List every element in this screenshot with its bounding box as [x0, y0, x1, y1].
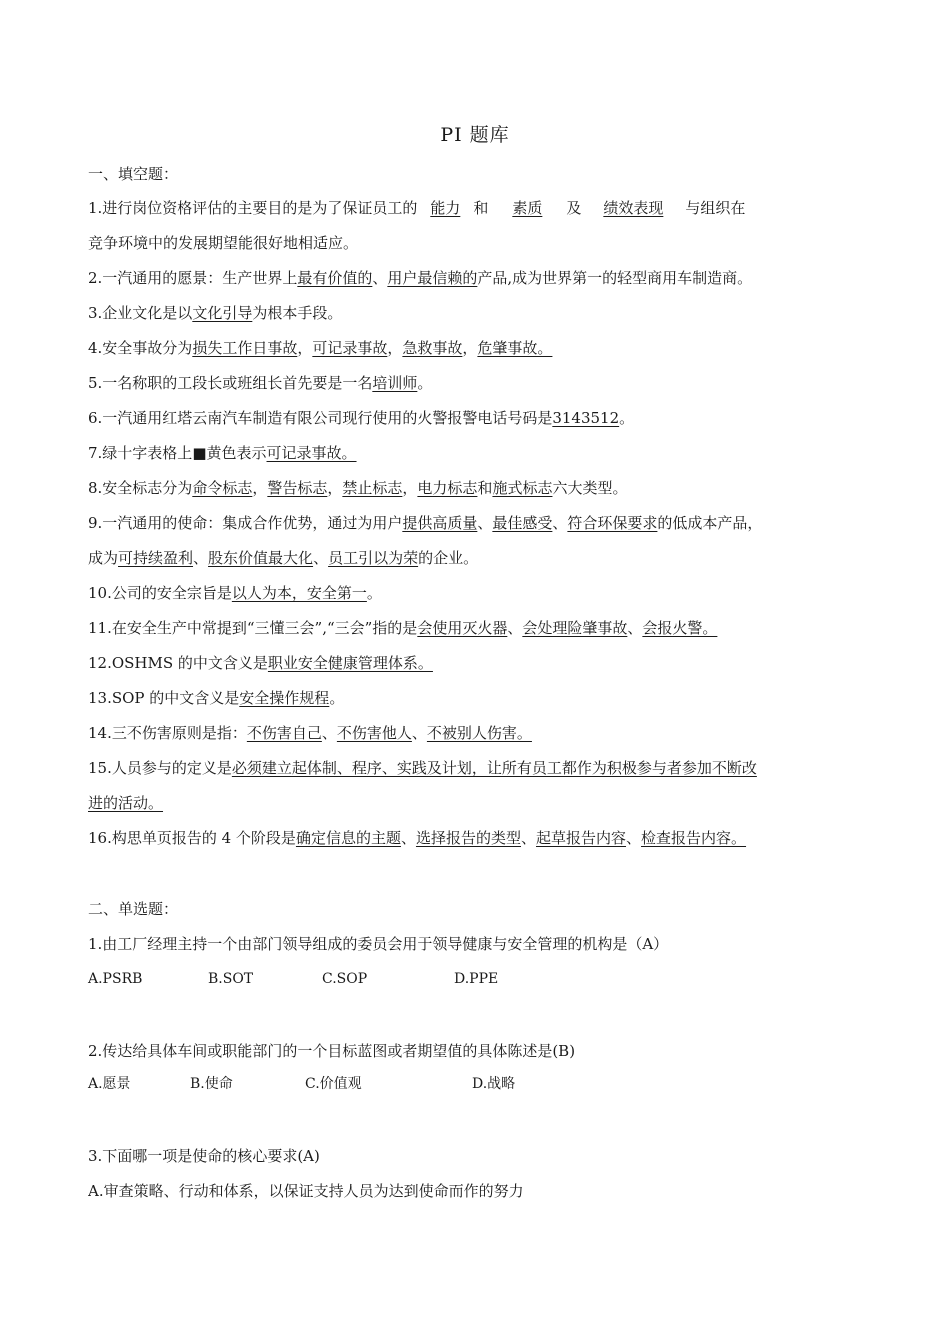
answer-blank: 起草报告内容 — [536, 829, 627, 847]
answer-blank: 命令标志 — [192, 479, 253, 497]
fill-q16: 16.构思单页报告的 4 个阶段是确定信息的主题、选择报告的类型、起草报告内容、检查报告内容。 — [88, 829, 747, 847]
answer-blank: 提供高质量 — [402, 514, 478, 532]
fill-q15: 15.人员参与的定义是必须建立起体制、程序、实践及计划，让所有员工都作为积极参与者参加不断改 — [88, 759, 757, 777]
option-a: A.PSRB — [88, 971, 143, 987]
fill-q13: 13.SOP 的中文含义是安全操作规程。 — [88, 689, 345, 707]
answer-blank: 以人为本，安全第一 — [231, 584, 367, 602]
fill-q10: 10.公司的安全宗旨是以人为本，安全第一。 — [88, 584, 382, 602]
answer-blank: 警告标志 — [267, 479, 328, 497]
answer-blank: 培训师 — [372, 374, 418, 392]
answer-blank: 用户最信赖的 — [387, 269, 478, 287]
option-b: B.SOT — [208, 971, 254, 987]
fill-q1: 1.进行岗位资格评估的主要目的是为了保证员工的 能力 和 素质 及 绩效表现 与组织在 — [88, 199, 746, 217]
answer-blank: 急救事故 — [402, 339, 463, 357]
fill-q9: 9.一汽通用的使命：集成合作优势，通过为用户提供高质量、最佳感受、符合环保要求的低成本产品， — [88, 514, 763, 532]
answer-blank: 禁止标志 — [342, 479, 403, 497]
answer-blank: 可记录事故。 — [266, 444, 357, 462]
answer-blank: 符合环保要求 — [567, 514, 658, 532]
single-q3: 3.下面哪一项是使命的核心要求(A) — [88, 1147, 320, 1165]
answer-blank: 可持续盈利 — [118, 549, 194, 567]
answer-blank: 确定信息的主题 — [295, 829, 401, 847]
answer-blank: 3143512 — [552, 409, 620, 427]
answer-blank: 会处理险肇事故 — [522, 619, 628, 637]
fill-q15-cont — [88, 792, 868, 814]
answer-blank: 股东价值最大化 — [208, 549, 314, 567]
answer-blank: 可记录事故 — [312, 339, 388, 357]
fill-q5: 5.一名称职的工段长或班组长首先要是一名培训师。 — [88, 374, 433, 392]
answer-blank: 最佳感受 — [492, 514, 553, 532]
single-q1: 1.由工厂经理主持一个由部门领导组成的委员会用于领导健康与安全管理的机构是（A） — [88, 935, 669, 953]
fill-q4: 4.安全事故分为损失工作日事故，可记录事故，急救事故，危肇事故。 — [88, 339, 553, 357]
option-a: A.愿景 — [88, 1076, 131, 1092]
fill-q3: 3.企业文化是以文化引导为根本手段。 — [88, 304, 343, 322]
answer-blank: 不伤害自己 — [246, 724, 322, 742]
answer-blank: 会报火警。 — [642, 619, 718, 637]
fill-q11: 11.在安全生产中常提到“三懂三会”,“三会”指的是会使用灭火器、会处理险肇事故、会报火警。 — [88, 619, 718, 637]
answer-blank: 安全操作规程 — [239, 689, 330, 707]
option-c: C.价值观 — [305, 1076, 362, 1092]
fill-q6: 6.一汽通用红塔云南汽车制造有限公司现行使用的火警报警电话号码是3143512。 — [88, 409, 635, 427]
fill-q1-cont: 竞争环境中的发展期望能很好地相适应。 — [88, 234, 359, 252]
option-b: B.使命 — [190, 1076, 233, 1092]
answer-blank: 电力标志 — [417, 479, 478, 497]
page-title: PI 题库 — [440, 124, 510, 146]
answer-blank: 最有价值的 — [297, 269, 373, 287]
fill-q12: 12.OSHMS 的中文含义是职业安全健康管理体系。 — [88, 654, 433, 672]
answer-blank: 素质 — [512, 199, 543, 217]
answer-blank: 文化引导 — [192, 304, 253, 322]
answer-blank: 绩效表现 — [603, 199, 664, 217]
answer-blank: 施式标志 — [492, 479, 553, 497]
answer-blank: 会使用灭火器 — [417, 619, 508, 637]
fill-q2: 2.一汽通用的愿景：生产世界上最有价值的、用户最信赖的产品,成为世界第一的轻型商用车制造商。 — [88, 269, 753, 287]
option-d: D.战略 — [472, 1076, 516, 1092]
answer-blank: 损失工作日事故 — [192, 339, 298, 357]
fill-q7: 7.绿十字表格上■黄色表示可记录事故。 — [88, 444, 357, 462]
answer-blank: 危肇事故。 — [477, 339, 553, 357]
answer-blank: 选择报告的类型 — [415, 829, 521, 847]
answer-blank: 进的活动。 — [88, 794, 164, 812]
fill-q8: 8.安全标志分为命令标志，警告标志，禁止标志，电力标志和施式标志六大类型。 — [88, 479, 628, 497]
fill-q14: 14.三不伤害原则是指：不伤害自己、不伤害他人、不被别人伤害。 — [88, 724, 532, 742]
fill-heading: 一、填空题： — [88, 165, 179, 183]
answer-blank: 能力 — [430, 199, 461, 217]
single-q2: 2.传达给具体车间或职能部门的一个目标蓝图或者期望值的具体陈述是(B) — [88, 1042, 576, 1060]
answer-blank: 员工引以为荣 — [328, 549, 419, 567]
option-c: C.SOP — [322, 971, 368, 987]
black-square-icon: ■ — [192, 444, 207, 462]
fill-q9-cont: 成为可持续盈利、股东价值最大化、员工引以为荣的企业。 — [88, 549, 479, 567]
single-heading: 二、单选题： — [88, 900, 179, 918]
answer-blank: 不伤害他人 — [336, 724, 412, 742]
answer-blank: 必须建立起体制、程序、实践及计划，让所有员工都作为积极参与者参加不断改 — [231, 759, 757, 777]
answer-blank: 不被别人伤害。 — [426, 724, 532, 742]
answer-blank: 检查报告内容。 — [641, 829, 747, 847]
answer-blank: 职业安全健康管理体系。 — [267, 654, 433, 672]
option-a: A.审查策略、行动和体系，以保证支持人员为达到使命而作的努力 — [88, 1182, 524, 1200]
option-d: D.PPE — [454, 971, 499, 987]
